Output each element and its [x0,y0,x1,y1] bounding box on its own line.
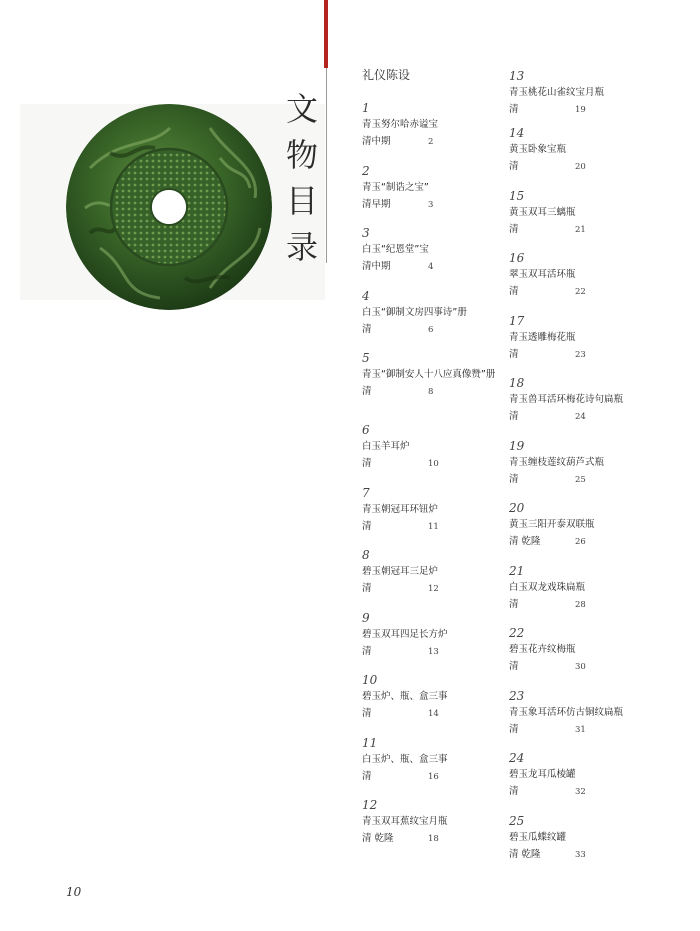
entry-number: 2 [362,163,370,178]
entry-name: 青玉象耳活环仿古铜纹扁瓶 [509,706,624,718]
entry-period: 清 乾隆 [362,833,394,844]
entry-page-number: 2 [428,137,434,147]
entry-page-number: 21 [575,224,586,235]
entry-name: 青玉透雕梅花瓶 [509,331,576,343]
entry-name: 白玉“纪恩堂”宝 [362,244,429,255]
catalog-entry [509,250,659,313]
catalog-entry [362,547,512,610]
entry-page-number: 12 [428,584,439,594]
entry-name: 翠玉双耳活环瓶 [509,269,576,280]
entry-page-number: 26 [575,537,586,547]
catalog-entry [362,610,512,673]
entry-meta-row [509,471,659,489]
entry-number: 17 [509,313,525,328]
catalog-entry [509,813,659,876]
entry-meta-row [509,783,659,801]
entry-number: 19 [509,438,525,453]
entry-meta-row [362,830,512,848]
entry-number: 21 [509,563,525,578]
entry-page-number: 25 [575,474,586,485]
entry-meta-row [362,768,512,786]
title-divider-line [326,68,327,263]
catalog-entry [509,125,659,188]
jade-bi-disc-icon [60,98,278,316]
entry-page-number: 19 [575,105,586,115]
entry-page-number: 28 [575,599,586,610]
entry-number: 10 [362,673,378,687]
entry-page-number: 3 [428,199,434,210]
catalog-entry [509,500,659,563]
entry-meta-row [362,580,512,598]
entry-period: 清 [509,348,519,360]
entry-period: 清 [362,386,372,397]
catalog-entry [362,350,512,422]
entry-name: 碧玉朝冠耳三足炉 [362,566,439,577]
entry-number: 23 [509,688,525,703]
entry-page-number: 8 [428,387,434,397]
catalog-entry [362,422,512,485]
catalog-entry [362,288,512,351]
entry-page-number: 31 [575,724,586,735]
entry-name: 白玉炉、瓶、盒三事 [362,753,448,765]
red-accent-bar [324,0,328,68]
entry-period: 清 [509,723,519,735]
entry-period: 清 [362,520,372,532]
entry-number: 4 [362,288,370,303]
entry-meta-row [362,258,512,276]
entry-number: 1 [362,101,370,115]
entry-number: 15 [509,188,525,203]
entry-number: 25 [509,813,525,828]
entry-period: 清 [362,458,372,469]
entry-number: 14 [509,126,525,140]
entry-name: 碧玉龙耳瓜棱罐 [509,769,576,780]
entry-page-number: 11 [428,521,439,532]
entry-name: 青玉双耳蕉纹宝月瓶 [362,816,448,827]
entry-period: 清 [509,598,519,610]
catalog-entry [509,438,659,501]
entry-number: 6 [362,423,370,437]
entry-period: 清 [509,786,519,797]
catalog-entry [509,625,659,688]
entry-period: 清 [362,645,372,657]
catalog-entry [509,563,659,626]
entry-meta-row [509,846,659,864]
entry-name: 黄玉三阳开泰双联瓶 [509,519,595,530]
entry-name: 青玉努尔哈赤谥宝 [362,119,439,130]
entry-page-number: 18 [428,834,439,844]
page-title: 文物目录 [285,90,318,266]
entry-meta-row [362,455,512,473]
entry-number: 18 [509,376,525,390]
entry-meta-row [362,196,512,214]
catalog-entry [509,688,659,751]
catalog-entry [362,485,512,548]
entry-name: 白玉羊耳炉 [362,441,410,452]
entry-meta-row [509,596,659,614]
entry-page-number: 22 [575,287,586,297]
catalog-entry [362,797,512,860]
entry-name: 碧玉瓜蝶纹罐 [509,831,567,843]
entry-period: 清早期 [362,198,391,210]
catalog-entry [509,68,659,125]
entry-period: 清 [509,286,519,297]
entry-page-number: 30 [575,662,586,672]
entry-number: 5 [362,351,370,365]
catalog-entry [362,672,512,735]
entry-name: 青玉“御制安人十八应真像赞”册 [362,369,496,380]
entry-period: 清 [509,411,519,422]
entry-number: 3 [362,226,370,240]
entry-name: 黄玉双耳三螭瓶 [509,206,576,218]
entry-page-number: 33 [575,849,586,860]
entry-meta-row [509,721,659,739]
entry-meta-row [509,283,659,301]
entry-name: 碧玉炉、瓶、盒三事 [362,691,448,702]
entry-meta-row [509,101,659,119]
entry-period: 清 [509,104,519,115]
entry-page-number: 32 [575,787,586,797]
page-number: 10 [66,885,82,899]
entry-name: 碧玉双耳四足长方炉 [362,628,448,640]
entry-name: 白玉双龙戏珠扁瓶 [509,581,586,593]
entry-page-number: 24 [575,412,586,422]
jade-bi-disc-image [20,104,325,300]
entry-period: 清 乾隆 [509,848,541,860]
entry-period: 清 [509,473,519,485]
entry-meta-row [362,643,512,661]
entry-period: 清中期 [362,261,391,272]
entry-period: 清 [509,661,519,672]
entry-period: 清 乾隆 [509,536,541,547]
catalog-entry [362,163,512,226]
entry-number: 22 [509,626,525,640]
entry-name: 青玉朝冠耳环钮炉 [362,503,439,515]
entry-name: 青玉桃花山雀纹宝月瓶 [509,87,605,98]
entry-name: 白玉“御制文房四事诗”册 [362,306,467,318]
entry-period: 清 [362,323,372,335]
entry-meta-row [509,158,659,176]
entry-meta-row [509,533,659,551]
entry-meta-row [362,133,512,151]
entry-page-number: 23 [575,349,586,360]
entry-meta-row [509,408,659,426]
entry-page-number: 16 [428,771,439,782]
entry-name: 碧玉花卉纹梅瓶 [509,644,576,655]
entry-number: 11 [362,735,378,750]
entry-number: 13 [509,69,525,83]
entry-name: 黄玉卧象宝瓶 [509,144,567,155]
entry-meta-row [509,346,659,364]
entry-meta-row [509,658,659,676]
entry-period: 清 [509,223,519,235]
entry-page-number: 6 [428,324,434,335]
catalog-entry [509,313,659,376]
entry-period: 清中期 [362,136,391,147]
entry-page-number: 13 [428,646,439,657]
catalog-entry [509,750,659,813]
entry-number: 7 [362,485,370,500]
catalog-entry [362,225,512,288]
entry-name: 青玉缠枝莲纹葫芦式瓶 [509,456,605,468]
catalog-entry [362,735,512,798]
entry-meta-row [362,705,512,723]
entry-number: 20 [509,501,525,515]
entry-number: 24 [509,751,525,765]
entry-number: 16 [509,251,525,265]
catalog-entry [509,375,659,438]
entry-name: 青玉“制诰之宝” [362,181,429,193]
catalog-entry [362,100,512,163]
entry-name: 青玉兽耳活环梅花诗句扁瓶 [509,394,624,405]
entry-number: 12 [362,798,378,812]
section-heading: 礼仪陈设 [362,68,411,82]
entry-period: 清 [362,583,372,594]
entry-page-number: 14 [428,709,439,719]
contents-column-left [362,68,512,860]
entry-number: 9 [362,610,370,625]
entry-page-number: 20 [575,162,586,172]
contents-column-right [509,68,659,875]
entry-meta-row [362,518,512,536]
entry-meta-row [362,383,512,401]
entry-number: 8 [362,548,370,562]
entry-period: 清 [362,708,372,719]
catalog-entry [509,188,659,251]
entry-period: 清 [509,161,519,172]
entry-page-number: 10 [428,459,439,469]
entry-meta-row [362,321,512,339]
entry-period: 清 [362,770,372,782]
entry-page-number: 4 [428,262,434,272]
entry-meta-row [509,221,659,239]
